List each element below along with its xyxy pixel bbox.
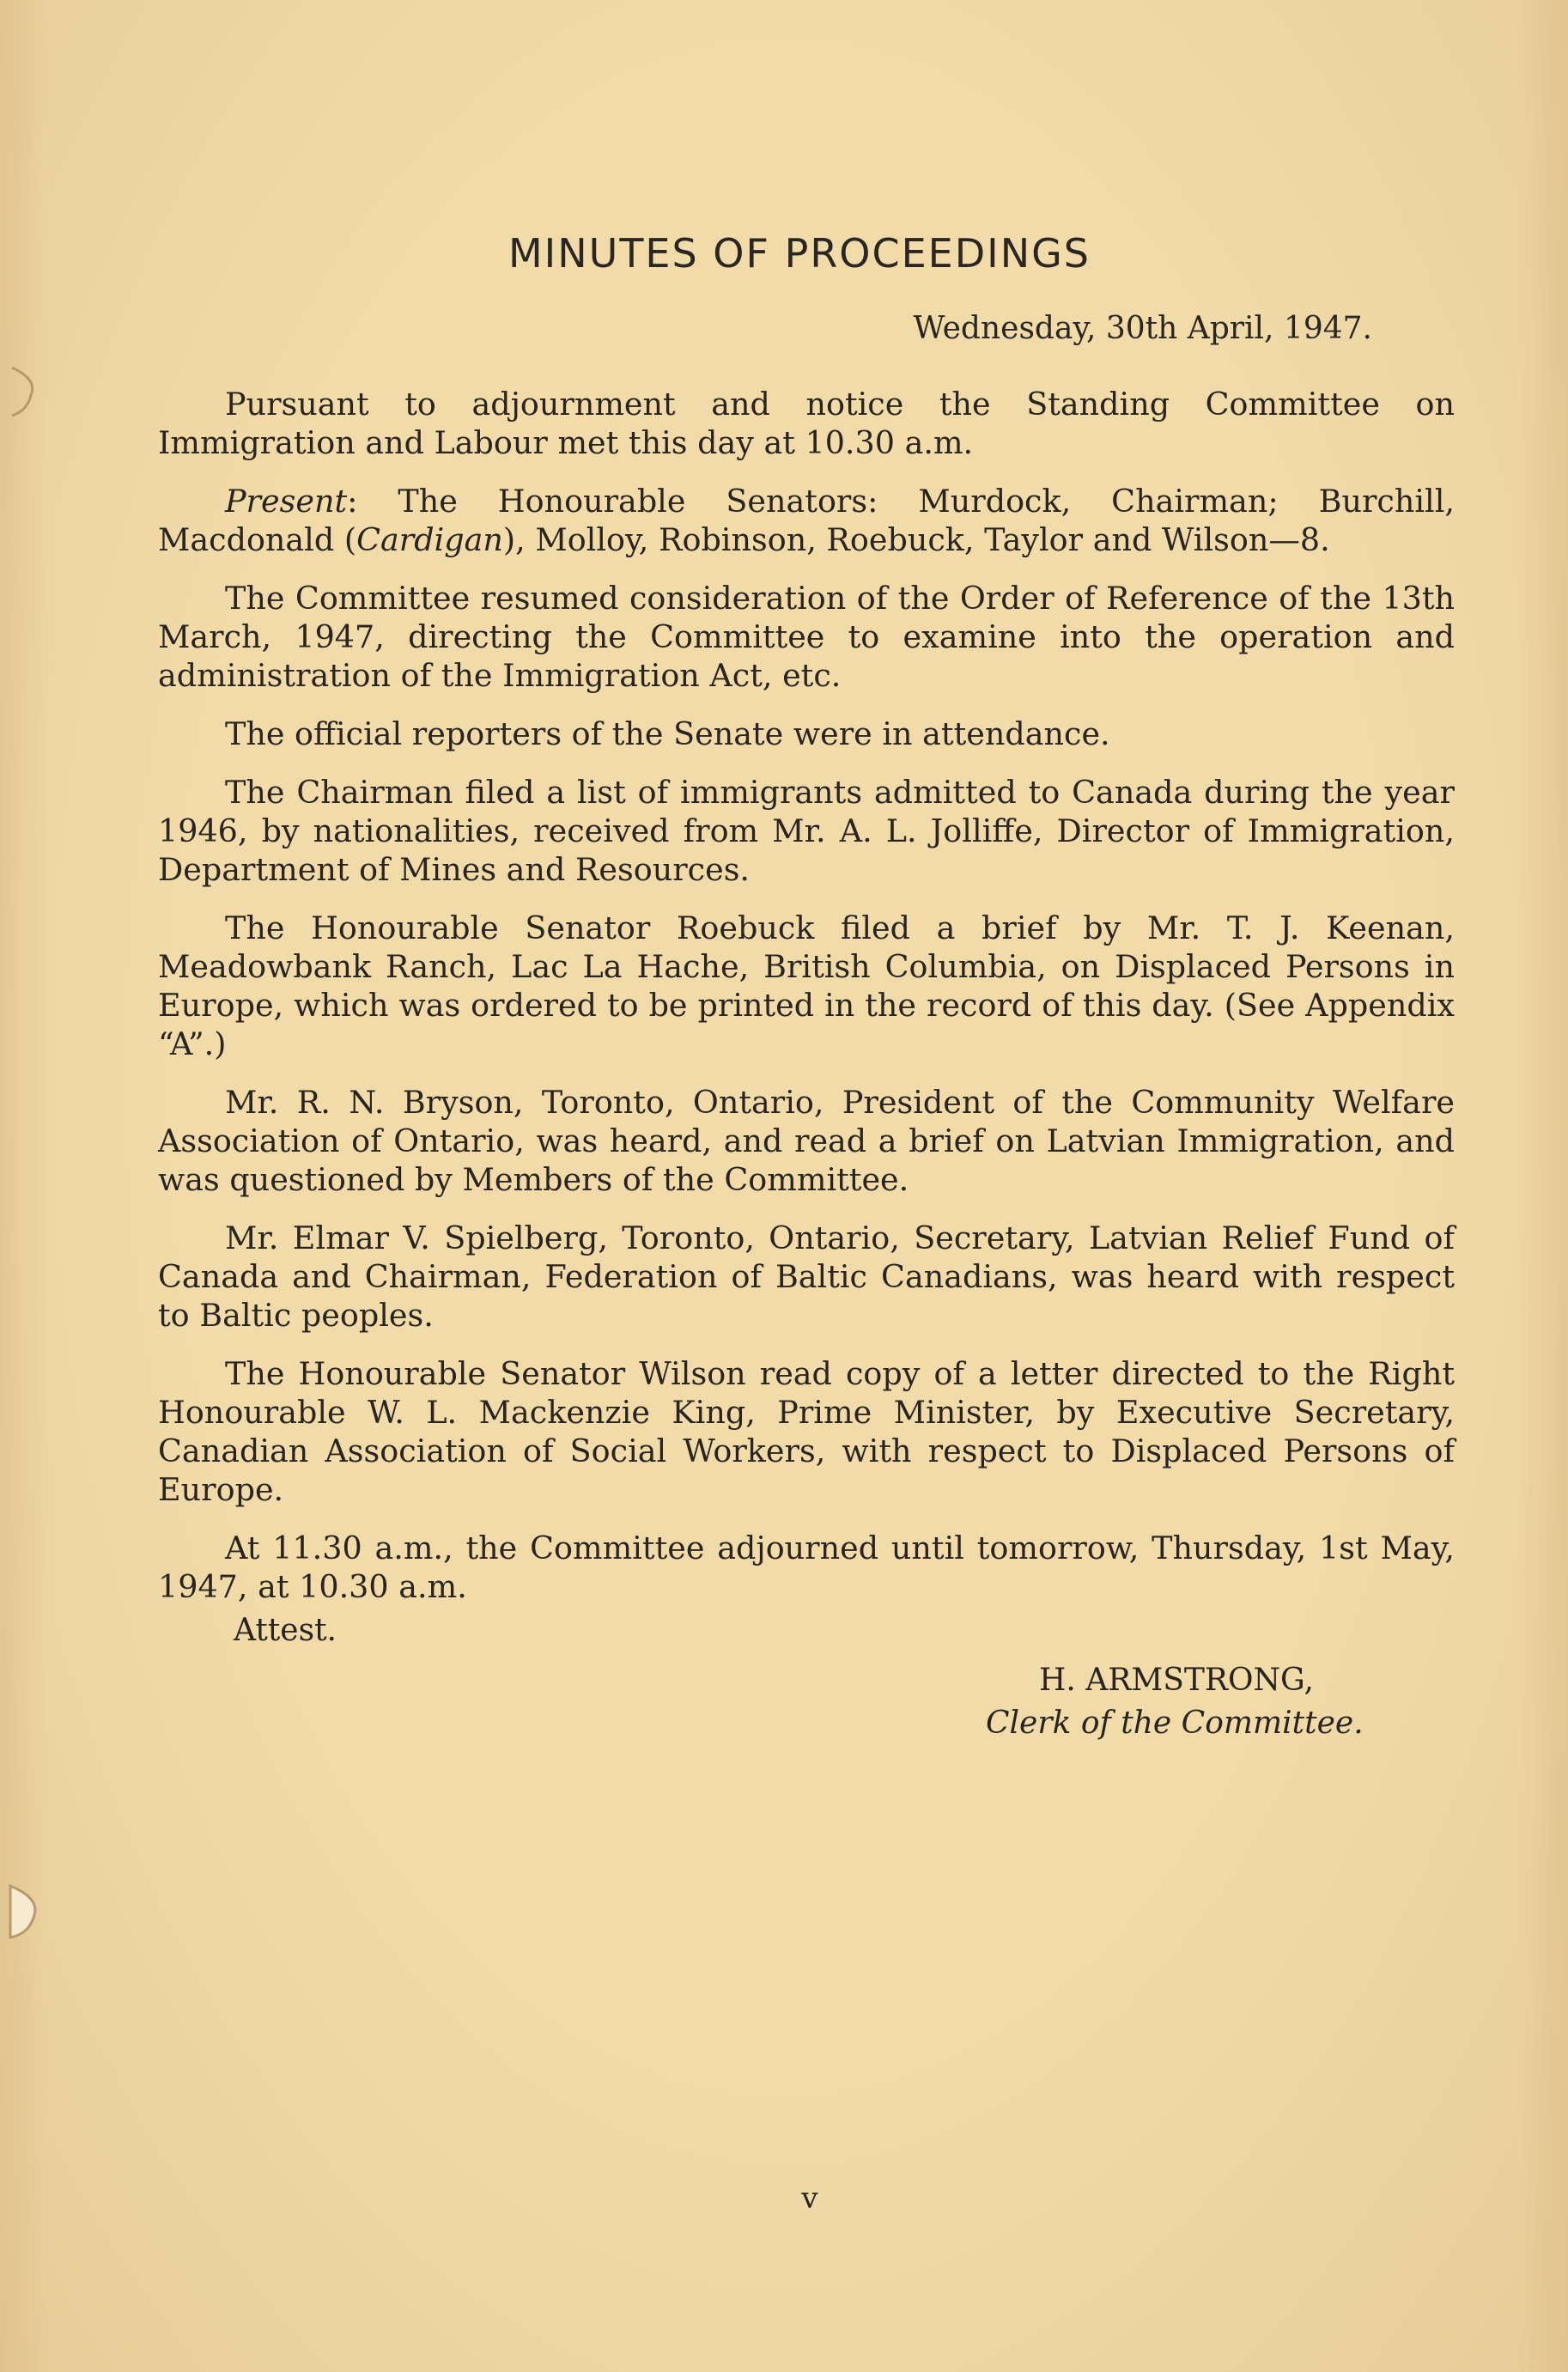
paragraph-spielberg: Mr. Elmar V. Spielberg, Toronto, Ontario, Secretary, Latvian Relief Fund of Canada and Chairman, Federation of Baltic Canadians, was heard with respect to Baltic peoples.	[158, 1219, 1455, 1334]
present-label: Present	[225, 483, 348, 520]
signature-title: Clerk of the Committee.	[986, 1706, 1364, 1741]
page-number: v	[801, 2181, 818, 2216]
paragraph-present	[158, 482, 1455, 559]
attest-label: Attest.	[234, 1613, 337, 1648]
paragraph-adjourned: At 11.30 a.m., the Committee adjourned until tomorrow, Thursday, 1st May, 1947, at 10.30 a.m.	[158, 1530, 1455, 1605]
signature-name: H. ARMSTRONG,	[1039, 1663, 1314, 1698]
paragraph-bryson: Mr. R. N. Bryson, Toronto, Ontario, President of the Community Welfare Association of Ontario, was heard, and read a brief on Latvian Immigration, and was questioned by Members of the Committee.	[158, 1084, 1455, 1198]
present-text: : The Honourable Senators: Murdock, Chairman; Burchill, Macdonald (	[158, 483, 1455, 558]
page-title: MINUTES OF PROCEEDINGS	[507, 230, 1091, 277]
present-tail: ), Molloy, Robinson, Roebuck, Taylor and Wilson—8.	[502, 521, 1330, 558]
paragraph-chairman-list: The Chairman filed a list of immigrants admitted to Canada during the year 1946, by nationalities, received from Mr. A. L. Jolliffe, Director of Immigration, Department of Mines and Resources.	[158, 774, 1455, 888]
paragraph-adjournment: Pursuant to adjournment and notice the Standing Committee on Immigration and Labour met this day at 10.30 a.m.	[158, 386, 1455, 461]
paragraph-order-of-reference: The Committee resumed consideration of the Order of Reference of the 13th March, 1947, directing the Committee to examine into the operation and administration of the Immigration Act, etc.	[158, 580, 1455, 694]
binding-hole-bottom	[5, 1881, 43, 1943]
minutes-body	[158, 385, 1455, 1626]
meeting-date: Wednesday, 30th April, 1947.	[913, 311, 1372, 346]
paragraph-wilson-letter: The Honourable Senator Wilson read copy of a letter directed to the Right Honourable W. L. Mackenzie King, Prime Minister, by Executive Secretary, Canadian Association of Social Workers, with respect to Displaced Persons of Europe.	[158, 1355, 1455, 1508]
paragraph-reporters: The official reporters of the Senate were in attendance.	[225, 715, 1110, 752]
present-italic-cardigan: Cardigan	[356, 521, 503, 558]
paragraph-roebuck-brief: The Honourable Senator Roebuck filed a brief by Mr. T. J. Keenan, Meadowbank Ranch, Lac La Hache, British Columbia, on Displaced Persons in Europe, which was ordered to be printed in the record of this day. (See Appendix “A”.)	[158, 909, 1455, 1062]
binding-hole-top	[5, 361, 43, 423]
